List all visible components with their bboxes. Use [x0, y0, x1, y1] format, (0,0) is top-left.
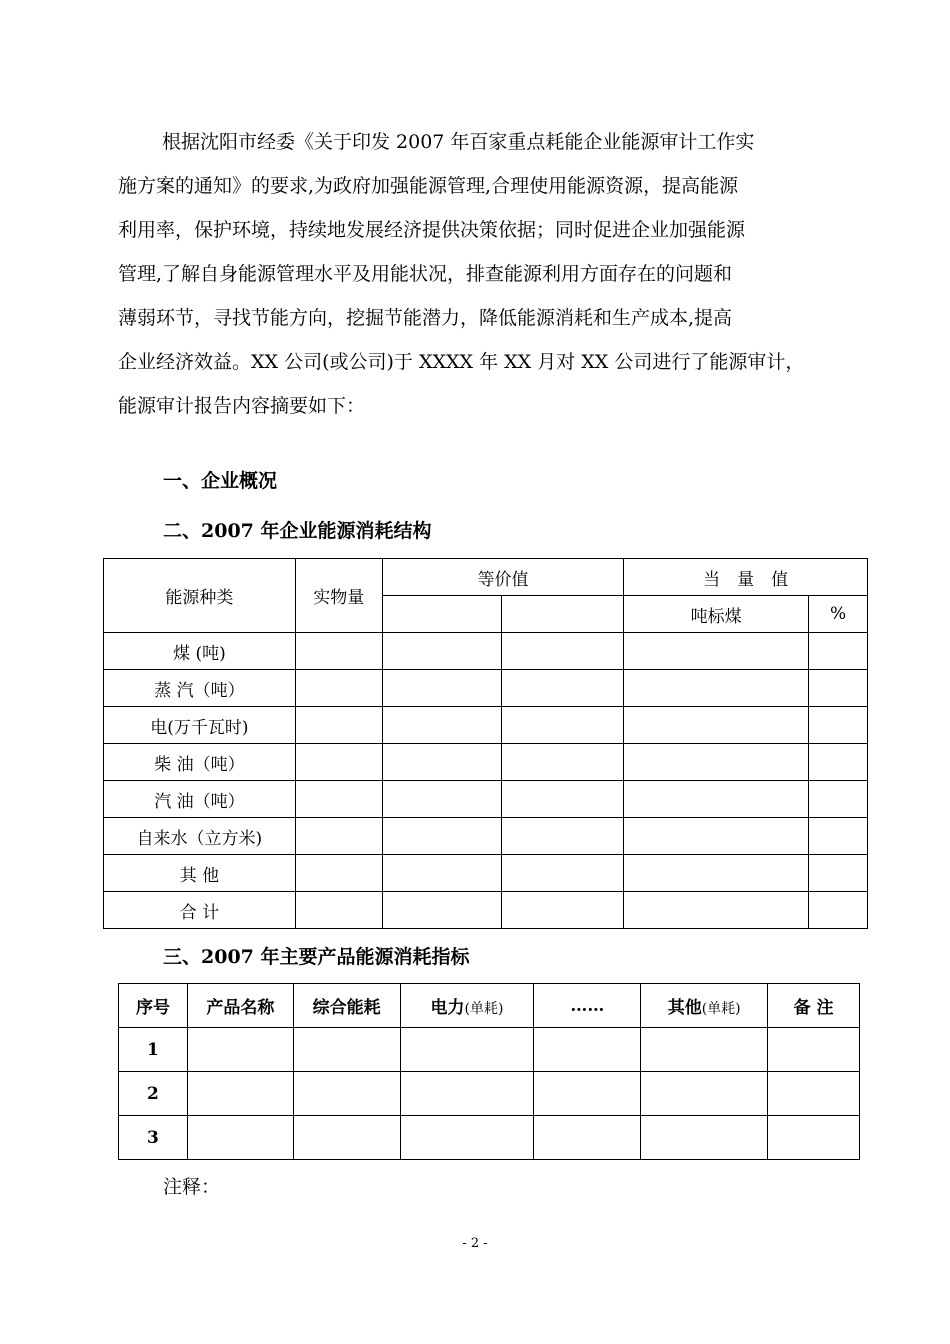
row-label: 合 计: [104, 892, 296, 929]
intro-line: 利用率，保护环境，持续地发展经济提供决策依据；同时促进企业加强能源: [118, 219, 746, 241]
section-heading-overview: 一、企业概况: [163, 470, 278, 492]
intro-line: 管理,了解自身能源管理水平及用能状况，排查能源利用方面存在的问题和: [118, 263, 733, 285]
product-energy-table: [118, 983, 860, 1160]
intro-line: 薄弱环节，寻找节能方向，挖掘节能潜力，降低能源消耗和生产成本,提高: [118, 307, 733, 329]
row-label: 电(万千瓦时): [104, 707, 296, 744]
table-row: [119, 1028, 860, 1072]
table-row: [104, 892, 868, 929]
intro-paragraph: [118, 120, 862, 428]
row-number: 1: [119, 1028, 188, 1072]
table-row: [119, 1072, 860, 1116]
row-label: 柴 油（吨）: [104, 744, 296, 781]
intro-line: 根据沈阳市经委《关于印发 2007 年百家重点耗能企业能源审计工作实: [162, 131, 755, 153]
header-physical-quantity: 实物量: [295, 559, 382, 633]
intro-line: 能源审计报告内容摘要如下：: [118, 395, 366, 417]
intro-line: 施方案的通知》的要求,为政府加强能源管理,合理使用能源资源，提高能源: [118, 175, 739, 197]
header-power: 电力(单耗): [400, 984, 534, 1028]
table-row: [104, 744, 868, 781]
row-label: 自来水（立方米): [104, 818, 296, 855]
table-row: [104, 818, 868, 855]
table-row: [104, 781, 868, 818]
row-label: 汽 油（吨）: [104, 781, 296, 818]
row-label: 煤 (吨): [104, 633, 296, 670]
table-cell: [502, 596, 624, 633]
energy-consumption-table: [103, 558, 868, 929]
table-row: [104, 670, 868, 707]
table-row: [104, 707, 868, 744]
table-cell: [382, 596, 502, 633]
header-remark: 备 注: [768, 984, 860, 1028]
row-label: 蒸 汽（吨）: [104, 670, 296, 707]
header-percent: %: [809, 596, 868, 633]
page-number: - 2 -: [462, 1236, 488, 1251]
header-equivalent-value: 等价值: [382, 559, 624, 596]
table-row: [119, 1116, 860, 1160]
row-number: 2: [119, 1072, 188, 1116]
header-product-name: 产品名称: [187, 984, 293, 1028]
header-total-consumption: 综合能耗: [293, 984, 400, 1028]
header-other: 其他(单耗): [641, 984, 768, 1028]
section-heading-product-indicators: 三、2007 年主要产品能源消耗指标: [163, 946, 470, 968]
intro-line: 企业经济效益。XX 公司(或公司)于 XXXX 年 XX 月对 XX 公司进行了能源审计，: [118, 351, 805, 373]
row-number: 3: [119, 1116, 188, 1160]
row-label: 其 他: [104, 855, 296, 892]
header-ellipsis: ……: [534, 984, 641, 1028]
header-equal-value: 当 量 值: [624, 559, 868, 596]
header-energy-type: 能源种类: [104, 559, 296, 633]
note-label: 注释：: [163, 1176, 221, 1198]
section-heading-energy-structure: 二、2007 年企业能源消耗结构: [163, 520, 432, 542]
header-standard-coal: 吨标煤: [624, 596, 809, 633]
table-row: [104, 855, 868, 892]
table-row: [104, 633, 868, 670]
header-number: 序号: [119, 984, 188, 1028]
